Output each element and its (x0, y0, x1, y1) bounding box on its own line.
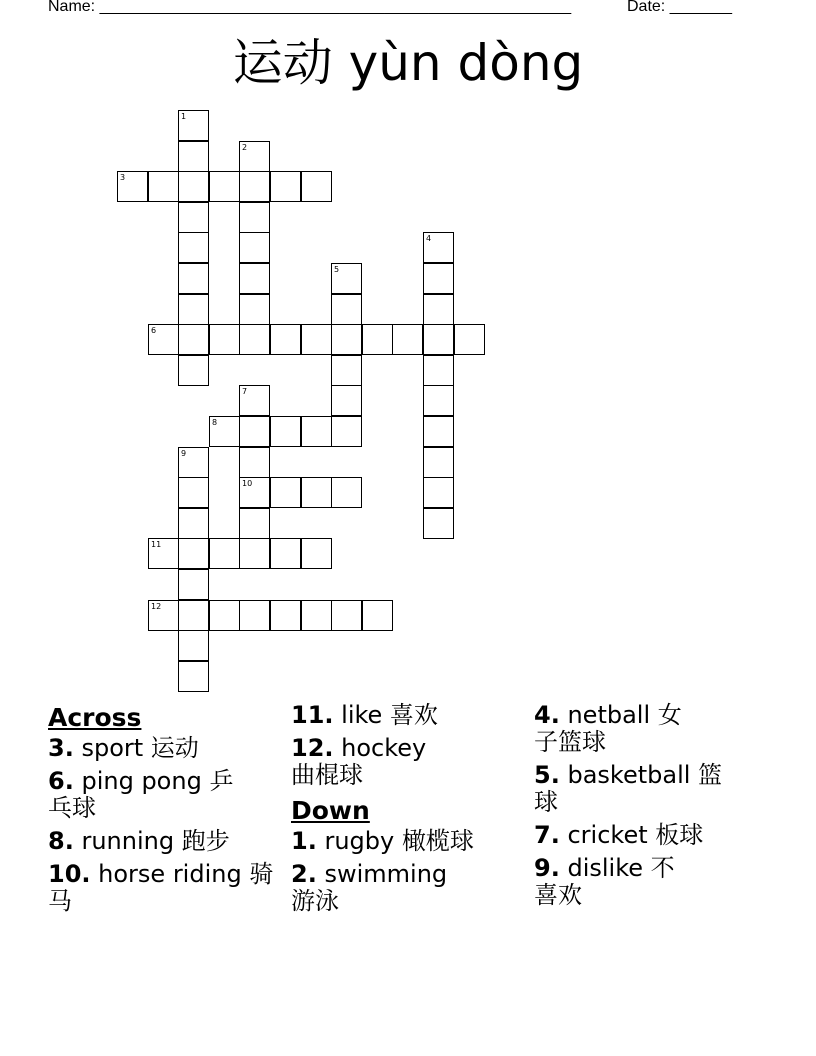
clue-text: basketball 篮球 (534, 761, 723, 816)
clue-text: netball 女子篮球 (534, 701, 682, 756)
crossword-cell[interactable] (331, 355, 362, 386)
clue-number-label: 11 (151, 540, 162, 549)
clue-across-8 (48, 828, 288, 855)
crossword-cell[interactable] (178, 600, 209, 631)
crossword-cell[interactable] (117, 171, 148, 202)
date-field-label: Date: _______ (627, 0, 732, 15)
clue-number: 7. (534, 821, 560, 849)
clue-number-label: 5 (334, 265, 340, 274)
clue-number-label: 12 (151, 602, 162, 611)
crossword-cell[interactable] (423, 294, 454, 325)
clue-number: 12. (291, 734, 334, 762)
clue-across-12 (291, 735, 451, 789)
crossword-cell[interactable] (239, 447, 270, 478)
crossword-cell[interactable] (301, 538, 332, 569)
clue-across-3 (48, 735, 288, 762)
crossword-cell[interactable] (331, 324, 362, 355)
crossword-cell[interactable] (454, 324, 485, 355)
clue-number: 3. (48, 734, 74, 762)
crossword-cell[interactable] (239, 538, 270, 569)
crossword-cell[interactable] (178, 141, 209, 172)
crossword-cell[interactable] (423, 324, 454, 355)
crossword-cell[interactable] (239, 202, 270, 233)
clues-column-2 (291, 702, 531, 921)
clue-text: dislike 不喜欢 (534, 854, 675, 909)
clue-number-label: 6 (151, 326, 157, 335)
clue-text: horse riding 骑马 (48, 860, 274, 915)
down-heading: Down (291, 796, 370, 825)
clue-down-1 (291, 828, 531, 855)
crossword-cell[interactable] (423, 447, 454, 478)
clue-text: ping pong 乒乓球 (48, 767, 234, 822)
crossword-cell[interactable] (423, 385, 454, 416)
crossword-cell[interactable] (331, 263, 362, 294)
crossword-cell[interactable] (331, 600, 362, 631)
crossword-cell[interactable] (178, 508, 209, 539)
crossword-cell[interactable] (178, 202, 209, 233)
clue-text: swimming 游泳 (291, 860, 448, 915)
crossword-cell[interactable] (178, 294, 209, 325)
crossword-cell[interactable] (301, 600, 332, 631)
clue-down-2 (291, 861, 471, 915)
crossword-cell[interactable] (301, 171, 332, 202)
crossword-cell[interactable] (178, 477, 209, 508)
clue-number-label: 4 (426, 234, 432, 243)
clue-down-9 (534, 855, 684, 909)
clue-number: 5. (534, 761, 560, 789)
crossword-cell[interactable] (270, 600, 301, 631)
crossword-cell[interactable] (209, 171, 240, 202)
crossword-cell[interactable] (331, 477, 362, 508)
crossword-cell[interactable] (423, 263, 454, 294)
crossword-cell[interactable] (178, 232, 209, 263)
crossword-cell[interactable] (423, 477, 454, 508)
clue-number-label: 7 (242, 387, 248, 396)
crossword-cell[interactable] (239, 385, 270, 416)
clue-number-label: 2 (242, 143, 248, 152)
crossword-cell[interactable] (239, 171, 270, 202)
crossword-cell[interactable] (239, 508, 270, 539)
crossword-cell[interactable] (270, 324, 301, 355)
crossword-cell[interactable] (270, 477, 301, 508)
crossword-cell[interactable] (209, 324, 240, 355)
crossword-cell[interactable] (148, 538, 179, 569)
crossword-cell[interactable] (270, 538, 301, 569)
crossword-cell[interactable] (331, 385, 362, 416)
clue-number: 6. (48, 767, 74, 795)
crossword-cell[interactable] (331, 294, 362, 325)
clue-number: 1. (291, 827, 317, 855)
clue-number-label: 3 (120, 173, 126, 182)
crossword-cell[interactable] (178, 630, 209, 661)
crossword-cell[interactable] (178, 447, 209, 478)
crossword-cell[interactable] (362, 324, 393, 355)
clue-text: like 喜欢 (341, 701, 438, 729)
crossword-cell[interactable] (239, 232, 270, 263)
crossword-cell[interactable] (331, 416, 362, 447)
clue-number: 10. (48, 860, 91, 888)
crossword-cell[interactable] (301, 324, 332, 355)
clue-number-label: 1 (181, 112, 187, 121)
clue-across-11 (291, 702, 531, 729)
clues-column-1 (48, 702, 288, 921)
crossword-cell[interactable] (148, 600, 179, 631)
clue-text: running 跑步 (81, 827, 230, 855)
clue-across-6 (48, 768, 248, 822)
crossword-cell[interactable] (362, 600, 393, 631)
clue-down-4 (534, 702, 684, 756)
name-field-label: Name: _____________________________________________________ (48, 0, 572, 15)
crossword-cell[interactable] (178, 263, 209, 294)
crossword-cell[interactable] (270, 416, 301, 447)
crossword-cell[interactable] (178, 110, 209, 141)
crossword-cell[interactable] (270, 171, 301, 202)
crossword-cell[interactable] (423, 508, 454, 539)
crossword-cell[interactable] (178, 171, 209, 202)
clues-column-3 (534, 702, 774, 915)
crossword-cell[interactable] (148, 171, 179, 202)
clue-number: 8. (48, 827, 74, 855)
page-title: 运动 yùn dòng (232, 34, 584, 92)
crossword-cell[interactable] (209, 538, 240, 569)
clue-text: sport 运动 (81, 734, 199, 762)
crossword-cell[interactable] (178, 324, 209, 355)
clue-text: cricket 板球 (567, 821, 704, 849)
crossword-cell[interactable] (239, 416, 270, 447)
crossword-cell[interactable] (239, 263, 270, 294)
clue-number-label: 10 (242, 479, 253, 488)
crossword-cell[interactable] (423, 416, 454, 447)
crossword-cell[interactable] (239, 141, 270, 172)
clue-number: 4. (534, 701, 560, 729)
crossword-cell[interactable] (178, 538, 209, 569)
clue-down-5 (534, 762, 724, 816)
clue-text: hockey 曲棍球 (291, 734, 427, 789)
crossword-cell[interactable] (239, 294, 270, 325)
crossword-cell[interactable] (301, 477, 332, 508)
clue-down-7 (534, 822, 774, 849)
crossword-cell[interactable] (178, 661, 209, 692)
crossword-cell[interactable] (423, 232, 454, 263)
crossword-cell[interactable] (239, 600, 270, 631)
crossword-cell[interactable] (423, 355, 454, 386)
crossword-cell[interactable] (301, 416, 332, 447)
clue-number: 2. (291, 860, 317, 888)
clue-number: 9. (534, 854, 560, 882)
crossword-cell[interactable] (178, 569, 209, 600)
crossword-cell[interactable] (239, 477, 270, 508)
clue-text: rugby 橄榄球 (324, 827, 474, 855)
crossword-cell[interactable] (178, 355, 209, 386)
crossword-cell[interactable] (392, 324, 423, 355)
crossword-cell[interactable] (148, 324, 179, 355)
crossword-cell[interactable] (239, 324, 270, 355)
across-heading: Across (48, 703, 142, 732)
clue-across-10 (48, 861, 288, 915)
crossword-cell[interactable] (209, 416, 240, 447)
crossword-cell[interactable] (209, 600, 240, 631)
clue-number: 11. (291, 701, 334, 729)
clue-number-label: 8 (212, 418, 218, 427)
clue-number-label: 9 (181, 449, 187, 458)
